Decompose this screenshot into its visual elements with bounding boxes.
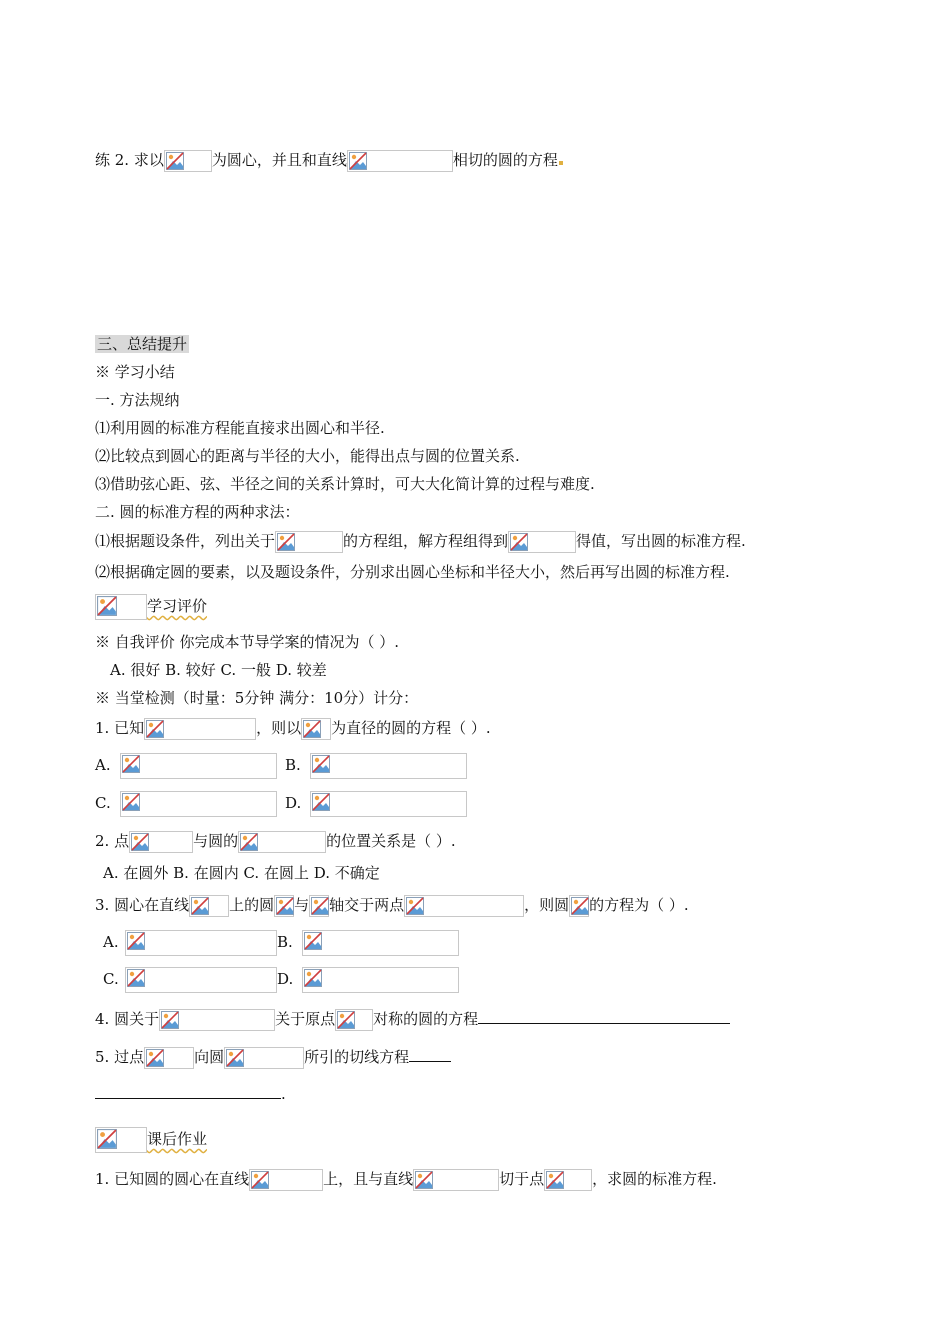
- question-text: 的位置关系是（ ）.: [326, 832, 456, 850]
- question-1-options-cd: [95, 791, 467, 813]
- broken-image-icon: [304, 969, 322, 987]
- section-heading: [95, 333, 189, 355]
- formula-image: [544, 1169, 592, 1191]
- question-3-options-cd: [103, 967, 459, 989]
- formula-image: [249, 1169, 323, 1191]
- broken-image-icon: [406, 897, 424, 915]
- question-2-options: A. 在圆外 B. 在圆内 C. 在圆上 D. 不确定: [103, 864, 380, 882]
- test-label: ※ 当堂检测（时量：5分钟 满分：10分）计分：: [95, 689, 419, 707]
- homework-heading: [95, 1127, 207, 1155]
- section-image: [95, 594, 147, 620]
- formula-image: [129, 831, 193, 853]
- broken-image-icon: [510, 533, 528, 551]
- broken-image-icon: [546, 1171, 564, 1189]
- broken-image-icon: [122, 755, 140, 773]
- formula-image: [404, 895, 524, 917]
- question-text: 上，且与直线: [323, 1170, 414, 1188]
- broken-image-icon: [226, 1049, 244, 1067]
- methods-title: 一. 方法规纳: [95, 391, 180, 409]
- formula-image: [508, 531, 576, 553]
- formula-image: [238, 831, 326, 853]
- method-text: 得值，写出圆的标准方程.: [576, 532, 746, 550]
- answer-blank[interactable]: [95, 1082, 281, 1099]
- methods-title: 二. 圆的标准方程的两种求法：: [95, 503, 300, 521]
- question-5: [95, 1045, 451, 1067]
- broken-image-icon: [415, 1171, 433, 1189]
- option-image: [125, 930, 277, 956]
- method-item: ⑴利用圆的标准方程能直接求出圆心和半径.: [95, 419, 385, 437]
- question-text: 1. 已知圆的圆心在直线: [95, 1170, 250, 1188]
- section-image: [95, 1127, 147, 1153]
- exercise-2-text: 为圆心，并且和直线: [211, 151, 347, 169]
- question-text: 上的圆: [229, 896, 275, 914]
- homework-title: 课后作业: [147, 1130, 208, 1148]
- formula-image: [159, 1009, 275, 1031]
- question-text: 切于点: [499, 1170, 545, 1188]
- method-item: ⑶借助弦心距、弦、半径之间的关系计算时，可大大化简计算的过程与难度.: [95, 475, 595, 493]
- broken-image-icon: [277, 533, 295, 551]
- method-line: [95, 530, 746, 552]
- section-title: 三、总结提升: [97, 335, 188, 353]
- study-summary-label: ※ 学习小结: [95, 363, 175, 381]
- answer-blank[interactable]: [478, 1007, 730, 1024]
- broken-image-icon: [311, 897, 329, 915]
- question-text: 的方程为（ ）.: [589, 896, 689, 914]
- evaluation-heading: [95, 594, 207, 622]
- question-text: 与圆的: [193, 832, 239, 850]
- broken-image-icon: [146, 720, 164, 738]
- question-text: 4. 圆关于: [95, 1010, 160, 1028]
- broken-image-icon: [312, 793, 330, 811]
- broken-image-icon: [97, 596, 117, 616]
- broken-image-icon: [304, 932, 322, 950]
- broken-image-icon: [122, 793, 140, 811]
- question-text: 为直径的圆的方程（ ）.: [331, 719, 491, 737]
- broken-image-icon: [191, 897, 209, 915]
- broken-image-icon: [240, 833, 258, 851]
- broken-image-icon: [251, 1171, 269, 1189]
- method-text: 的方程组，解方程组得到: [343, 532, 509, 550]
- exercise-2-text: 相切的圆的方程: [452, 151, 558, 169]
- answer-blank[interactable]: [409, 1045, 451, 1062]
- question-3-options-ab: [103, 930, 459, 952]
- method-item: ⑵根据确定圆的要素，以及题设条件，分别求出圆心坐标和半径大小，然后再写出圆的标准方程.: [95, 563, 730, 581]
- formula-image: [275, 531, 343, 553]
- formula-image: [569, 895, 589, 917]
- question-text: ，求圆的标准方程.: [592, 1170, 717, 1188]
- question-text: 对称的圆的方程: [373, 1010, 479, 1028]
- exercise-2-line: [95, 149, 563, 171]
- formula-image: [309, 895, 329, 917]
- homework-1: [95, 1168, 717, 1190]
- option-image: [120, 791, 277, 817]
- question-text: 与: [294, 896, 310, 914]
- formula-image: [335, 1009, 373, 1031]
- option-image: [302, 930, 459, 956]
- question-text: .: [281, 1085, 286, 1103]
- option-label: B.: [285, 756, 301, 774]
- formula-image: [224, 1047, 304, 1069]
- question-4: [95, 1007, 730, 1029]
- question-text: 1. 已知: [95, 719, 145, 737]
- method-text: ⑴根据题设条件，列出关于: [95, 532, 276, 550]
- question-text: 2. 点: [95, 832, 130, 850]
- broken-image-icon: [571, 897, 589, 915]
- option-image: [120, 753, 277, 779]
- option-label: C.: [95, 794, 111, 812]
- question-5-continuation: [95, 1082, 286, 1104]
- broken-image-icon: [97, 1129, 117, 1149]
- formula-image: [189, 895, 229, 917]
- question-text: 关于原点: [275, 1010, 336, 1028]
- formula-image: [144, 1047, 194, 1069]
- option-image: [310, 753, 467, 779]
- broken-image-icon: [161, 1011, 179, 1029]
- question-3: [95, 894, 689, 916]
- question-text: 所引的切线方程: [304, 1048, 410, 1066]
- option-image: [302, 967, 459, 993]
- option-label: A.: [103, 933, 119, 951]
- broken-image-icon: [349, 152, 367, 170]
- question-text: 5. 过点: [95, 1048, 145, 1066]
- formula-image: [347, 150, 453, 172]
- exercise-2-prefix: 练 2. 求以: [95, 151, 164, 169]
- broken-image-icon: [337, 1011, 355, 1029]
- formula-image: [274, 895, 294, 917]
- broken-image-icon: [166, 152, 184, 170]
- option-image: [125, 967, 277, 993]
- option-label: D.: [285, 794, 302, 812]
- option-label: A.: [95, 756, 111, 774]
- formula-image: [413, 1169, 499, 1191]
- question-text: 轴交于两点: [329, 896, 405, 914]
- question-1-options-ab: [95, 753, 467, 775]
- option-image: [310, 791, 467, 817]
- broken-image-icon: [127, 969, 145, 987]
- broken-image-icon: [303, 720, 321, 738]
- formula-image: [164, 150, 212, 172]
- anchor-mark: [559, 161, 563, 165]
- question-text: ，则以: [256, 719, 302, 737]
- option-label: D.: [277, 970, 294, 988]
- question-text: 3. 圆心在直线: [95, 896, 190, 914]
- broken-image-icon: [131, 833, 149, 851]
- question-2: [95, 830, 456, 852]
- question-text: ，则圆: [524, 896, 570, 914]
- evaluation-options: A. 很好 B. 较好 C. 一般 D. 较差: [110, 661, 327, 679]
- option-label: C.: [103, 970, 119, 988]
- formula-image: [301, 718, 331, 740]
- question-1: [95, 717, 491, 739]
- formula-image: [144, 718, 256, 740]
- broken-image-icon: [146, 1049, 164, 1067]
- broken-image-icon: [312, 755, 330, 773]
- question-text: 向圆: [194, 1048, 225, 1066]
- method-item: ⑵比较点到圆心的距离与半径的大小，能得出点与圆的位置关系.: [95, 447, 520, 465]
- self-evaluation: ※ 自我评价 你完成本节导学案的情况为（ ）.: [95, 633, 400, 651]
- broken-image-icon: [127, 932, 145, 950]
- evaluation-title: 学习评价: [147, 597, 208, 615]
- broken-image-icon: [276, 897, 294, 915]
- option-label: B.: [277, 933, 293, 951]
